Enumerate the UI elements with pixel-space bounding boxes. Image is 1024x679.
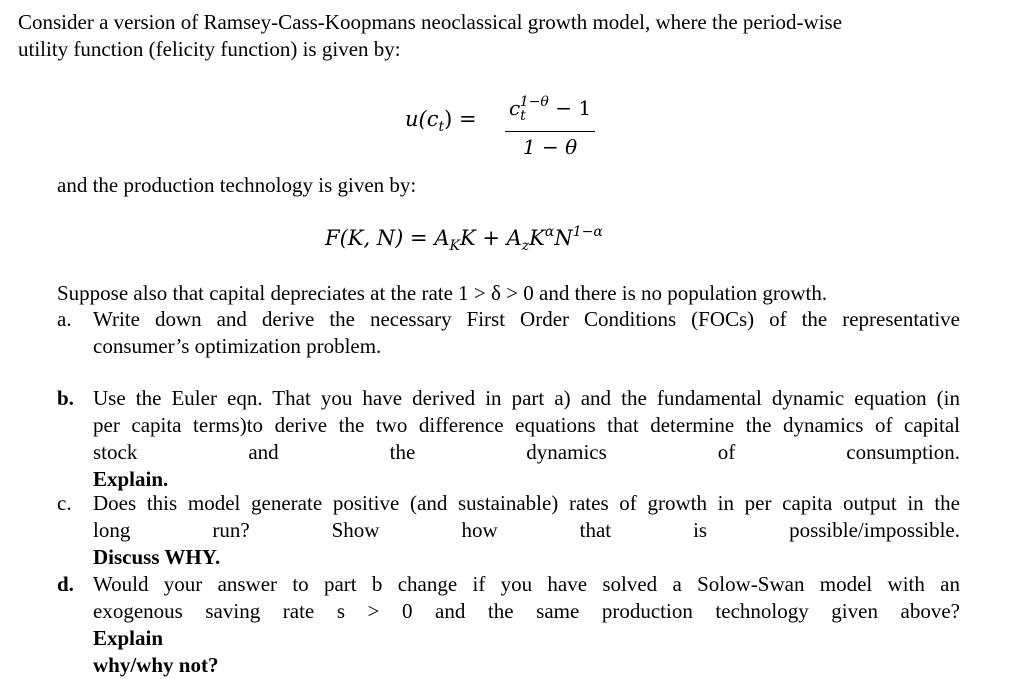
question-d-text: [93, 571, 960, 679]
utility-lhs: $u(c_t)$ =: [405, 107, 477, 135]
question-d-line: exogenous saving rate s > 0 and the same production technology given above? Explain: [93, 599, 960, 650]
question-b-line: Use the Euler eqn. That you have derived in part a) and the fundamental dynamic equation (in: [93, 386, 960, 410]
question-b-text: [93, 385, 960, 493]
question-c-line: Does this model generate positive (and sustainable) rates of growth in per capita output in the: [93, 491, 960, 515]
question-b-emphasis: Explain.: [93, 467, 169, 491]
question-d-line: Would your answer to part b change if you have solved a Solow-Swan model with an: [93, 572, 960, 596]
intro-line-2: utility function (felicity function) is given by:: [18, 37, 401, 61]
question-d-line: why/why not?: [93, 653, 219, 677]
question-b-line: stock and the dynamics of consumption. Explain.: [93, 440, 960, 491]
question-a-label: a.: [57, 307, 72, 331]
utility-denominator: 1 − θ: [522, 135, 578, 159]
intro-paragraph: [18, 9, 978, 63]
utility-fraction: [505, 90, 595, 159]
intro-line-1: Consider a version of Ramsey-Cass-Koopmans neoclassical growth model, where the period-wise: [18, 10, 843, 34]
question-c-text: [93, 490, 960, 571]
question-c-emphasis: Discuss WHY.: [93, 545, 221, 569]
fraction-bar: [505, 131, 595, 132]
question-d-label: d.: [57, 572, 74, 596]
question-a-line: consumer’s optimization problem.: [93, 334, 382, 358]
question-b-line: per capita terms)to derive the two difference equations that determine the dynamics of capital: [93, 413, 960, 437]
production-equation: F(K, $N) = A_KK + A_zK^\alpha N^{1-\alpha}$: [325, 224, 603, 254]
question-a-text: [93, 306, 960, 360]
question-b-label: b.: [57, 386, 74, 410]
question-d-emphasis: Explain: [93, 626, 164, 650]
question-c-label: c.: [57, 491, 72, 515]
assumption-text: Suppose also that capital depreciates at the rate 1 > δ > 0 and there is no population growth.: [57, 281, 828, 305]
question-a-line: Write down and derive the necessary First Order Conditions (FOCs) of the representative: [93, 307, 960, 331]
question-c-line: long run? Show how that is possible/impossible. Discuss WHY.: [93, 518, 960, 569]
utility-numerator: $c_t^{1-\theta} - 1$: [508, 94, 592, 124]
production-intro: and the production technology is given by:: [57, 173, 417, 197]
